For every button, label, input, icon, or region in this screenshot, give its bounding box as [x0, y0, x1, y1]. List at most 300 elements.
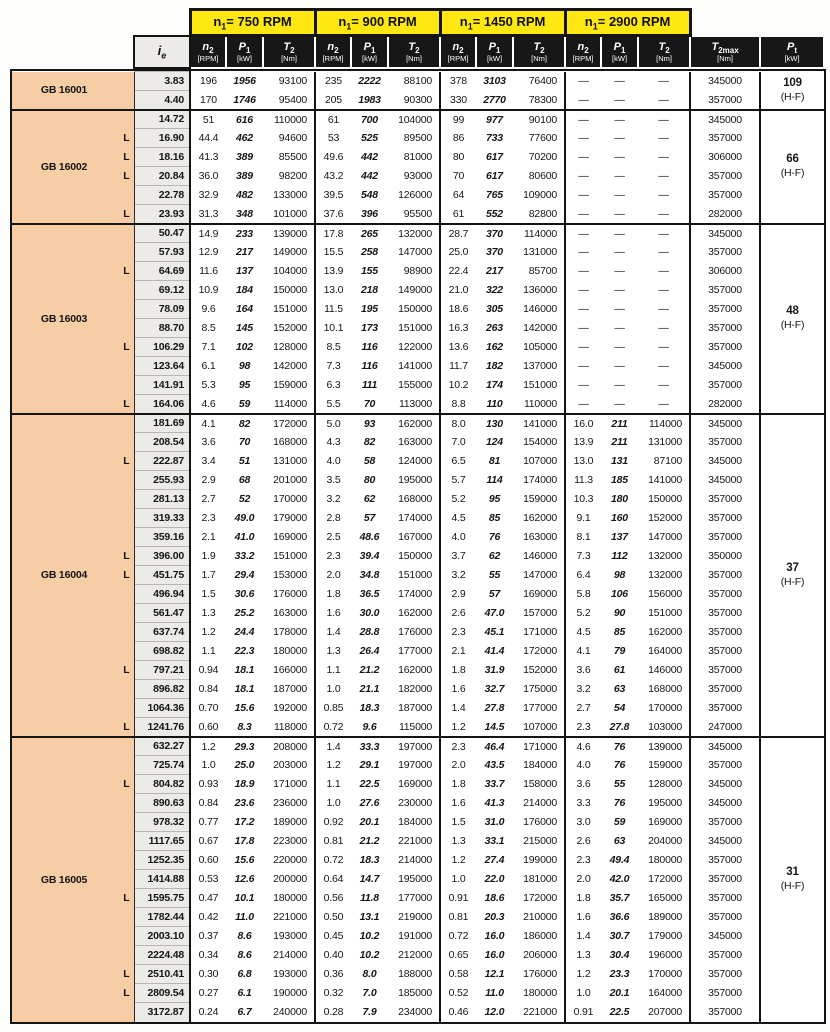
column-header-n2: $n_2$ [RPM] — [315, 36, 351, 69]
column-header-n2: $n_2$ [RPM] — [565, 36, 601, 69]
t2-value: 240000 — [273, 1006, 307, 1018]
t2-value: 176000 — [398, 626, 432, 638]
table-row — [12, 642, 824, 661]
t2-value: 162000 — [398, 664, 432, 676]
l-marker: L — [116, 148, 134, 167]
n2-value: 1.6 — [565, 908, 601, 927]
t2-value: 177000 — [523, 702, 557, 714]
t2-value: 151000 — [648, 607, 682, 619]
t2max-value: 345000 — [690, 927, 760, 946]
l-marker — [116, 471, 134, 490]
model-label: GB 16003 — [12, 224, 116, 414]
n2-value: 9.6 — [190, 300, 226, 319]
table-row — [12, 680, 824, 699]
p1-value: 41.4 — [484, 645, 505, 657]
table-row — [12, 908, 824, 927]
p1-value: 52 — [238, 493, 251, 505]
model-label: GB 16004 — [12, 414, 116, 737]
ratio-value: 496.94 — [134, 585, 190, 604]
t2max-value: 345000 — [690, 832, 760, 851]
p1-value: 51 — [238, 455, 251, 467]
ratio-value: 123.64 — [134, 357, 190, 376]
l-marker — [116, 110, 134, 129]
p1-value: 11.0 — [235, 911, 254, 923]
t2-value: 142000 — [273, 360, 307, 372]
n2-value: 7.3 — [565, 547, 601, 566]
n2-value: 31.3 — [190, 205, 226, 224]
t2-value: 176000 — [273, 588, 307, 600]
t2-value: 175000 — [523, 683, 557, 695]
p1-value: 62 — [363, 493, 376, 505]
t2-value: 197000 — [388, 737, 440, 756]
p1-value: — — [614, 170, 625, 182]
t2-value: — — [658, 132, 669, 144]
n2-value: 6.1 — [190, 357, 226, 376]
table-row — [12, 585, 824, 604]
table-row — [12, 243, 824, 262]
n2-value: 8.8 — [440, 395, 476, 414]
l-marker — [116, 72, 134, 91]
n2-value: 0.32 — [315, 984, 351, 1003]
column-header-t2: $T_2$ [Nm] — [263, 36, 315, 69]
table-row — [12, 205, 824, 224]
l-marker — [116, 585, 134, 604]
ratio-value: 141.91 — [134, 376, 190, 395]
pt-value — [760, 72, 824, 110]
ratio-value: 1782.44 — [134, 908, 190, 927]
p1-value: 35.7 — [609, 892, 630, 904]
p1-value: 114 — [486, 474, 503, 486]
t2max-value: 345000 — [690, 452, 760, 471]
n2-value: 4.5 — [565, 623, 601, 642]
p1-value: 28.8 — [359, 626, 380, 638]
t2-value: 137000 — [523, 360, 557, 372]
t2-value: 187000 — [273, 683, 307, 695]
table-row — [12, 167, 824, 186]
ratio-value: 978.32 — [134, 813, 190, 832]
n2-value: 1.4 — [315, 623, 351, 642]
table-row — [12, 737, 824, 756]
l-marker: L — [116, 452, 134, 471]
n2-value: 0.84 — [190, 680, 226, 699]
table-row — [12, 604, 824, 623]
table-row — [12, 471, 824, 490]
p1-value: — — [614, 303, 625, 315]
n2-value: 2.3 — [565, 718, 601, 737]
n2-value: 4.1 — [190, 414, 226, 433]
p1-value: 46.4 — [476, 737, 513, 756]
n2-value: 0.67 — [190, 832, 226, 851]
table-row — [12, 338, 824, 357]
p1-value: 1956 — [233, 75, 256, 87]
p1-value: 1983 — [358, 93, 381, 106]
t2max-value: 345000 — [690, 110, 760, 129]
n2-value: 1.2 — [315, 756, 351, 775]
t2-value: 146000 — [523, 303, 557, 315]
t2-value: 210000 — [523, 911, 557, 923]
n2-value: — — [565, 300, 601, 319]
p1-value: 1746 — [233, 93, 256, 106]
table-row — [12, 129, 824, 148]
p1-value: 33.3 — [351, 737, 388, 756]
t2-value: 90100 — [513, 110, 565, 129]
t2-value: 197000 — [398, 759, 432, 771]
n2-value: 1.8 — [440, 775, 476, 794]
n2-value: — — [565, 395, 601, 414]
n2-value: 32.9 — [190, 186, 226, 205]
ratio-value: 1414.88 — [134, 870, 190, 889]
column-header-t2: $T_2$ [Nm] — [513, 36, 565, 69]
t2-value: 189000 — [648, 911, 682, 923]
t2-value: 141000 — [648, 474, 682, 486]
column-header-p1: $P_1$ [kW] — [601, 36, 638, 69]
t2-value: 85700 — [528, 265, 557, 277]
p1-value: 82 — [226, 414, 263, 433]
ratio-value: 637.74 — [134, 623, 190, 642]
p1-value: 68 — [238, 474, 251, 486]
table-row — [12, 1003, 824, 1022]
pt-note: (H-F) — [780, 575, 805, 588]
ratio-value: 698.82 — [134, 642, 190, 661]
t2-value: 193000 — [273, 930, 307, 942]
table-row — [12, 452, 824, 471]
p1-value: 8.3 — [237, 720, 252, 733]
t2-value: 153000 — [273, 569, 307, 581]
n2-value: 0.56 — [315, 889, 351, 908]
p1-value: 90 — [613, 607, 626, 619]
p1-value: 765 — [486, 189, 503, 201]
t2-value: 150000 — [648, 493, 682, 505]
n2-value: 1.3 — [315, 642, 351, 661]
table-row — [12, 300, 824, 319]
l-marker: L — [116, 718, 134, 737]
p1-value: 111 — [361, 379, 378, 391]
t2max-value: 345000 — [690, 471, 760, 490]
t2-value: 162000 — [523, 512, 557, 524]
n2-value: 1.2 — [440, 851, 476, 870]
p1-value: 160 — [611, 512, 628, 524]
ratio-value: 88.70 — [134, 319, 190, 338]
ratio-value: 1252.35 — [134, 851, 190, 870]
p1-value: 24.4 — [234, 626, 255, 638]
n2-value: 1.0 — [190, 756, 226, 775]
n2-value: 16.0 — [565, 414, 601, 433]
p1-value: — — [614, 341, 625, 353]
t2-value: 164000 — [648, 987, 682, 999]
t2-value: 180000 — [648, 854, 682, 866]
t2-value: 180000 — [273, 645, 307, 657]
t2-value: 132000 — [648, 569, 682, 581]
n2-value: 13.9 — [315, 262, 351, 281]
t2-value: 187000 — [398, 702, 432, 714]
n2-value: 2.7 — [190, 490, 226, 509]
ratio-value: 16.90 — [134, 129, 190, 148]
n2-value: — — [565, 186, 601, 205]
n2-value: 0.47 — [190, 889, 226, 908]
p1-value: 48.6 — [359, 531, 380, 543]
n2-value: 2.1 — [440, 642, 476, 661]
p1-value: 218 — [361, 284, 378, 296]
l-marker — [116, 414, 134, 433]
ratio-value: 896.82 — [134, 680, 190, 699]
p1-value: 63 — [613, 683, 626, 695]
p1-value: 30.0 — [359, 607, 380, 619]
p1-value: 389 — [236, 151, 253, 163]
p1-value: — — [614, 93, 625, 106]
p1-value: 184 — [236, 284, 253, 296]
table-row — [12, 148, 824, 167]
n2-value: — — [565, 205, 601, 224]
n2-value: — — [565, 148, 601, 167]
p1-value: 11.8 — [360, 892, 379, 904]
p1-value: 617 — [486, 151, 503, 163]
ratio-value: 281.13 — [134, 490, 190, 509]
p1-value: 25.2 — [234, 607, 255, 619]
ratio-value: 22.78 — [134, 186, 190, 205]
t2-value: 170000 — [648, 968, 682, 980]
ratio-column-header: $i_e$ — [134, 36, 190, 69]
l-marker: L — [116, 395, 134, 414]
p1-value: 164 — [236, 303, 253, 315]
n2-value: 5.5 — [315, 395, 351, 414]
n2-value: 13.0 — [565, 452, 601, 471]
n2-value: 8.5 — [190, 319, 226, 338]
t2-value: 179000 — [648, 930, 682, 942]
p1-value: 15.6 — [234, 854, 255, 866]
n2-value: 1.0 — [440, 870, 476, 889]
t2-value: 150000 — [398, 550, 432, 562]
p1-value: 211 — [601, 414, 638, 433]
table-row — [12, 927, 824, 946]
p1-value: 552 — [486, 207, 503, 220]
p1-value: 442 — [361, 170, 378, 182]
p1-value: 185 — [611, 474, 628, 486]
l-marker — [116, 1003, 134, 1022]
t2-value: 201000 — [273, 474, 307, 486]
t2-value: 152000 — [273, 322, 307, 334]
n2-value: 39.5 — [315, 186, 351, 205]
l-marker — [116, 870, 134, 889]
column-header-t2: $T_2$ [Nm] — [638, 36, 690, 69]
n2-value: 4.0 — [440, 528, 476, 547]
p1-value: 34.8 — [359, 569, 380, 581]
table-row — [12, 718, 824, 737]
p1-value: 31.9 — [484, 664, 505, 676]
l-marker — [116, 699, 134, 718]
t2max-value: 357000 — [690, 91, 760, 110]
p1-value: 76 — [613, 759, 626, 771]
n2-value: 0.65 — [440, 946, 476, 965]
t2-value: 133000 — [273, 189, 307, 201]
l-marker — [116, 680, 134, 699]
ratio-value: 4.40 — [134, 91, 190, 110]
t2max-value: 345000 — [690, 414, 760, 433]
p1-value: 182 — [486, 360, 503, 372]
t2-value: 114000 — [273, 397, 307, 410]
ratio-value: 1117.65 — [134, 832, 190, 851]
p1-value: 29.1 — [359, 759, 380, 771]
p1-value: 15.6 — [234, 702, 255, 714]
t2-value: 215000 — [523, 835, 557, 847]
p1-value: 27.4 — [484, 854, 505, 866]
p1-value: 26.4 — [359, 645, 380, 657]
n2-value: 49.6 — [315, 148, 351, 167]
t2max-value: 357000 — [690, 984, 760, 1003]
n2-value: 16.3 — [440, 319, 476, 338]
t2-value: 184000 — [523, 759, 557, 771]
ratio-value: 14.72 — [134, 110, 190, 129]
p1-value: 29.3 — [226, 737, 263, 756]
p1-value: — — [614, 360, 625, 372]
p1-value: 12.6 — [234, 873, 255, 885]
t2max-value: 357000 — [690, 908, 760, 927]
l-marker — [116, 186, 134, 205]
p1-value: — — [614, 397, 625, 410]
p1-value: 29.4 — [234, 569, 255, 581]
speed-band-900rpm: $n_1= 900$ RPM — [315, 10, 440, 36]
t2-value: 176000 — [523, 968, 557, 980]
n2-value: 2.3 — [315, 547, 351, 566]
n2-value: 10.2 — [440, 376, 476, 395]
n2-value: 1.1 — [315, 661, 351, 680]
n2-value: 205 — [315, 91, 351, 110]
table-row — [12, 224, 824, 243]
n2-value: 1.3 — [565, 946, 601, 965]
p1-value: 93 — [351, 414, 388, 433]
p1-value: 14.5 — [484, 720, 505, 733]
l-marker — [116, 623, 134, 642]
p1-value: 442 — [361, 151, 378, 163]
n2-value: 44.4 — [190, 129, 226, 148]
table-row — [12, 699, 824, 718]
t2-value: 115000 — [398, 720, 432, 733]
n2-value: 330 — [440, 91, 476, 110]
p1-value: — — [614, 151, 625, 163]
p1-value: 180 — [611, 493, 628, 505]
table-row — [12, 72, 824, 91]
n2-value: 3.0 — [565, 813, 601, 832]
ratio-value: 57.93 — [134, 243, 190, 262]
table-row — [12, 623, 824, 642]
t2-value: 180000 — [273, 892, 307, 904]
p1-value: 95 — [488, 493, 501, 505]
p1-value: 124 — [486, 436, 503, 448]
l-marker — [116, 851, 134, 870]
n2-value: 1.0 — [565, 984, 601, 1003]
n2-value: 0.27 — [190, 984, 226, 1003]
n2-value: 1.8 — [565, 889, 601, 908]
p1-value: 61 — [613, 664, 626, 676]
t2-value: 188000 — [398, 968, 432, 980]
t2-value: 147000 — [648, 531, 682, 543]
n2-value: — — [565, 376, 601, 395]
p1-value: 211 — [611, 436, 628, 448]
column-header-p1: $P_1$ [kW] — [476, 36, 513, 69]
p1-value: 17.8 — [234, 835, 255, 847]
t2-value: 139000 — [263, 224, 315, 243]
l-marker — [116, 376, 134, 395]
t2-value: — — [658, 379, 669, 391]
t2-value: 234000 — [398, 1006, 432, 1018]
table-row — [12, 946, 824, 965]
p1-value: 21.1 — [359, 683, 380, 695]
n2-value: 1.2 — [565, 965, 601, 984]
n2-value: 0.92 — [315, 813, 351, 832]
ratio-value: 725.74 — [134, 756, 190, 775]
n2-value: 0.81 — [315, 832, 351, 851]
l-marker — [116, 813, 134, 832]
t2max-value: 357000 — [690, 946, 760, 965]
t2-value: 114000 — [638, 414, 690, 433]
p1-value: — — [614, 284, 625, 296]
p1-value: 22.5 — [609, 1006, 630, 1018]
data-table — [12, 71, 824, 1022]
n2-value: 11.6 — [190, 262, 226, 281]
pt-number: 48 — [786, 305, 799, 318]
p1-value: 49.0 — [234, 512, 255, 524]
p1-value: 30.7 — [609, 930, 630, 942]
p1-value: 482 — [236, 189, 253, 201]
n2-value: — — [565, 72, 601, 91]
n2-value: 0.60 — [190, 851, 226, 870]
t2max-value: 282000 — [690, 395, 760, 414]
t2-value: 168000 — [273, 436, 307, 448]
n2-value: 1.5 — [190, 585, 226, 604]
ratio-value: 451.75 — [134, 566, 190, 585]
pt-note: (H-F) — [780, 319, 805, 332]
p1-value: 265 — [351, 224, 388, 243]
p1-value: 106 — [611, 588, 628, 600]
t2-value: 206000 — [523, 949, 557, 961]
t2-value: 150000 — [273, 284, 307, 296]
n2-value: 1.2 — [190, 737, 226, 756]
p1-value: 30.6 — [234, 588, 255, 600]
n2-value: 2.3 — [190, 509, 226, 528]
t2max-value: 357000 — [690, 889, 760, 908]
t2-value: 114000 — [513, 224, 565, 243]
ratio-value: 20.84 — [134, 167, 190, 186]
table-row — [12, 509, 824, 528]
t2-value: 236000 — [273, 797, 307, 809]
p1-value: 33.2 — [234, 550, 255, 562]
p1-value: 12.0 — [484, 1006, 505, 1018]
n2-value: 10.9 — [190, 281, 226, 300]
table-row — [12, 813, 824, 832]
ratio-value: 2510.41 — [134, 965, 190, 984]
n2-value: 3.6 — [565, 775, 601, 794]
n2-value: 5.0 — [315, 414, 351, 433]
n2-value: 2.3 — [440, 623, 476, 642]
t2max-value: 357000 — [690, 338, 760, 357]
l-marker — [116, 91, 134, 110]
table-row — [12, 889, 824, 908]
n2-value: 0.60 — [190, 718, 226, 737]
ratio-value: 3172.87 — [134, 1003, 190, 1022]
p1-value: 98 — [238, 360, 251, 372]
t2max-value: 357000 — [690, 756, 760, 775]
ratio-value: 164.06 — [134, 395, 190, 414]
t2-value: 204000 — [648, 835, 682, 847]
t2-value: — — [638, 224, 690, 243]
t2-value: 151000 — [398, 569, 432, 581]
ratio-value: 255.93 — [134, 471, 190, 490]
t2-value: 220000 — [273, 854, 307, 866]
p1-value: 137 — [236, 265, 253, 277]
n2-value: 0.37 — [190, 927, 226, 946]
p1-value: 616 — [226, 110, 263, 129]
n2-value: 4.5 — [440, 509, 476, 528]
n2-value: 5.3 — [190, 376, 226, 395]
